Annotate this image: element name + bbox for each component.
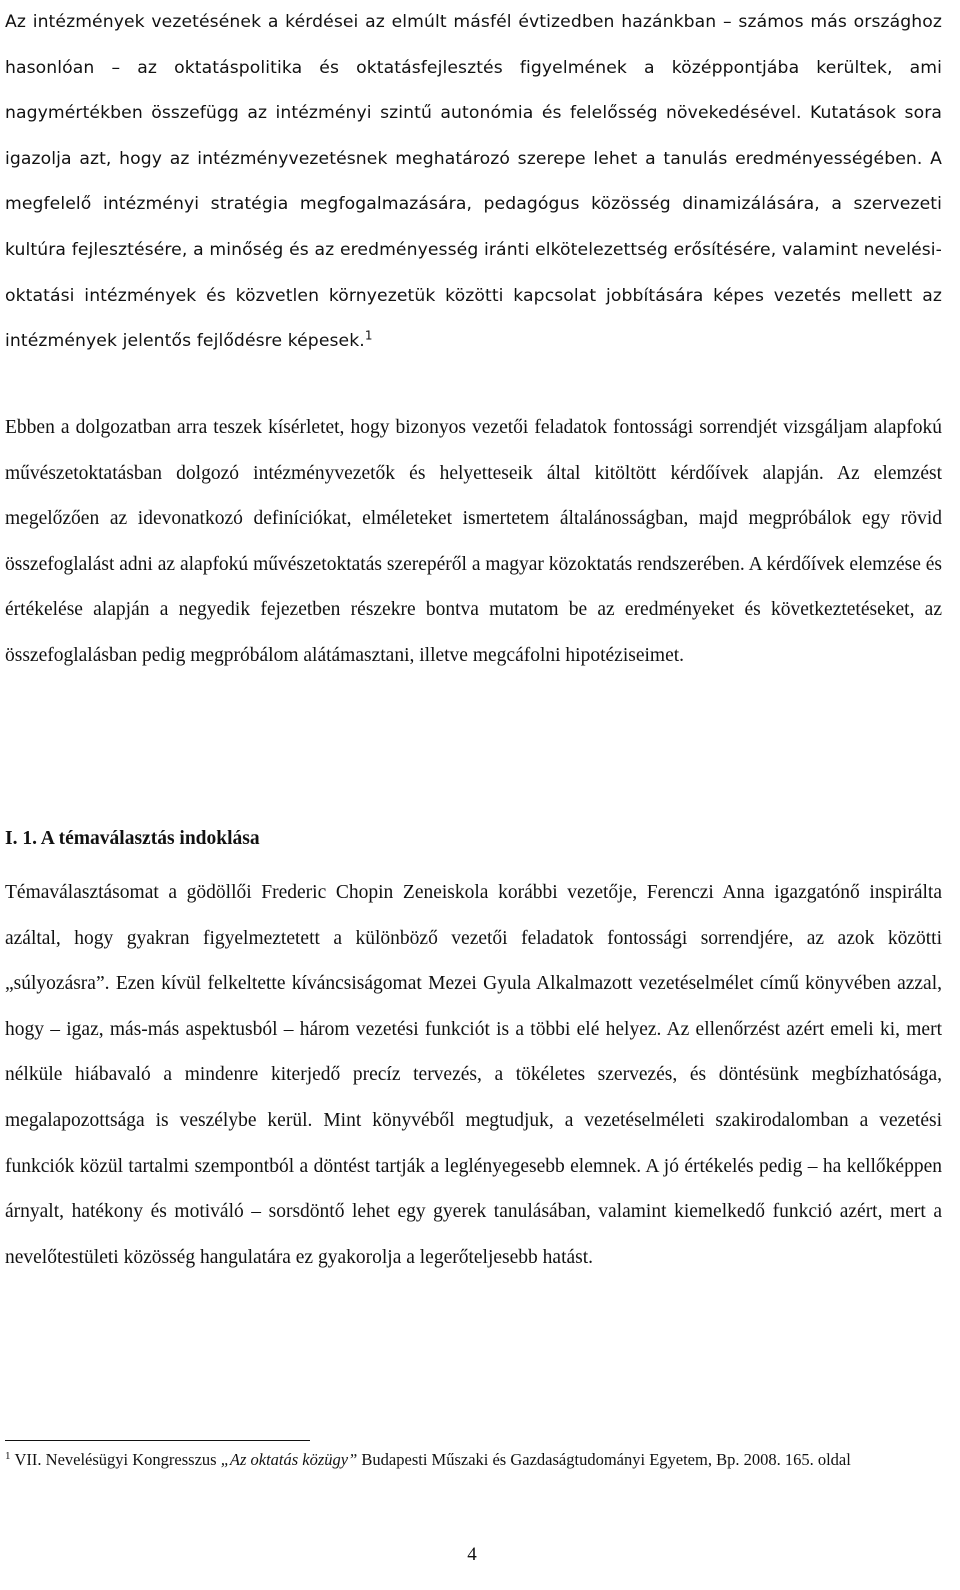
footnote-title: „Az oktatás közügy” [220,1450,358,1469]
intro-paragraph-text: Az intézmények vezetésének a kérdései az elmúlt másfél évtizedben hazánkban – számos más országhoz hasonlóan – az oktatáspolitika és oktatásfejlesztés figyelmének a középpontjába kerültek, ami nagymértékben összefügg az intézményi szintű autonómia és felelősség növekedésével. Kutatások sora igazolja azt, hogy az intézményvezetésnek meghatározó szerepe lehet a tanulás eredményességében. A megfelelő intézményi stratégia megfogalmazására, pedagógus közösség dinamizálására, a szervezeti kultúra fejlesztésére, a minőség és az eredményesség iránti elkötelezettség erősítésére, valamint nevelési-oktatási intézmények és közvetlen környezetük közötti kapcsolat jobbítására képes vezetés mellett az intézmények jelentős fejlődésre képesek. [5,12,942,352]
page-number: 4 [467,1544,477,1565]
footnote-reference[interactable]: 1 [364,328,373,343]
section-heading: I. 1. A témaválasztás indoklása [5,828,260,849]
footnote-separator [5,1440,310,1441]
footnote-text-after: Budapesti Műszaki és Gazdaságtudományi Egyetem, Bp. 2008. 165. oldal [357,1450,851,1469]
intro-paragraph [5,0,942,365]
footnote-number: 1 [5,1449,11,1462]
footnote [5,1448,942,1471]
footnote-text-before: VII. Nevelésügyi Kongresszus [14,1450,221,1469]
aim-paragraph: Ebben a dolgozatban arra teszek kísérletet, hogy bizonyos vezetői feladatok fontossági sorrendjét vizsgáljam alapfokú művészetoktatásban dolgozó intézményvezetők és helyetteseik által kitöltött kérdőívek alapján. Az elemzést megelőzően az idevonatkozó definíciókat, elméleteket ismertetem általánosságban, majd megpróbálok egy rövid összefoglalást adni az alapfokú művészetoktatás szerepéről a magyar közoktatás rendszerében. A kérdőívek elemzése és értékelése alapján a negyedik fejezetben részekre bontva mutatom be az eredményeket és következtetéseket, az összefoglalásban pedig megpróbálom alátámasztani, illetve megcáfolni hipotéziseimet. [5,417,942,666]
topic-choice-paragraph: Témaválasztásomat a gödöllői Frederic Chopin Zeneiskola korábbi vezetője, Ferenczi Anna igazgatónő inspirálta azáltal, hogy gyakran figyelmeztetett a különböző vezetői feladatok fontossági sorrendjére, az azok közötti „súlyozásra”. Ezen kívül felkeltette kíváncsiságomat Mezei Gyula Alkalmazott vezetéselmélet című könyvében azzal, hogy – igaz, más-más aspektusból – három vezetési funkciót is a többi elé helyez. Az ellenőrzést azért emeli ki, mert nélküle hiábavaló a mindenre kiterjedő precíz tervezés, a tökéletes szervezés, és döntésünk megbízhatósága, megalapozottsága is veszélybe kerül. Mint könyvéből megtudjuk, a vezetéselméleti szakirodalomban a vezetési funkciók közül tartalmi szempontból a döntést tartják a leglényegesebb elemnek. A jó értékelés pedig – ha kellőképpen árnyalt, hatékony és motiváló – sorsdöntő lehet egy gyerek tanulásában, valamint kiemelkedő funkció azért, mert a nevelőtestületi közösség hangulatára ez gyakorolja a legerőteljesebb hatást. [5,882,942,1268]
